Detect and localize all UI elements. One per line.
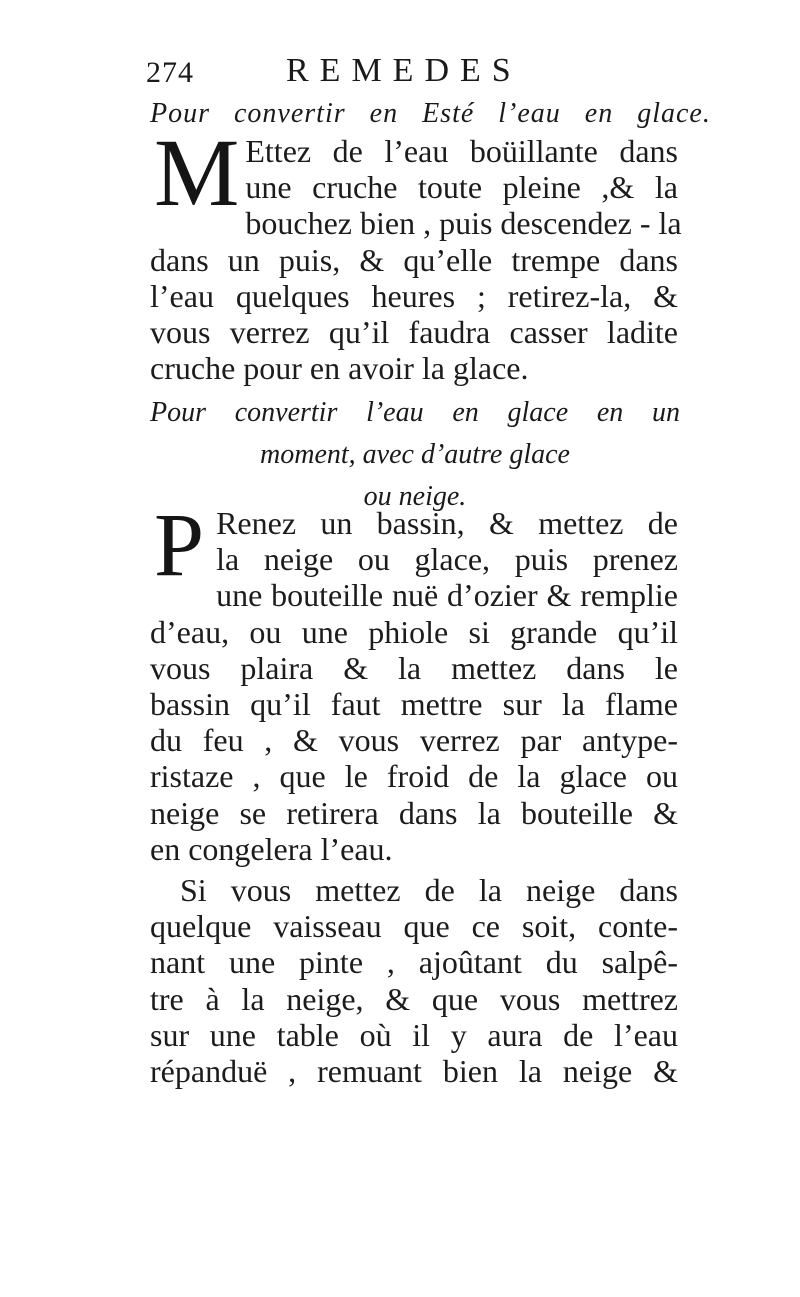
title-line: ou neige. bbox=[363, 481, 467, 512]
text-line: l’eau quelques heures ; retirez-la, & bbox=[150, 277, 678, 314]
drop-cap-m: M bbox=[154, 119, 240, 226]
text-line: vous plaira & la mettez dans le bbox=[150, 649, 678, 686]
text-line: du feu , & vous verrez par antype- bbox=[150, 722, 678, 759]
text-line: Renez un bassin, & mettez de bbox=[216, 505, 678, 541]
paragraph-snow-and-saltpetre bbox=[150, 872, 678, 1089]
text-line: une bouteille nuë d’ozier & remplie bbox=[216, 577, 678, 614]
running-title: REMEDES bbox=[286, 52, 522, 89]
text-line: la neige ou glace, puis prenez bbox=[216, 541, 678, 578]
paragraph-ice-in-a-moment bbox=[150, 496, 678, 867]
text-line: une cruche toute pleine ,& la bbox=[245, 169, 678, 206]
text-line: vous verrez qu’il faudra casser ladite bbox=[150, 314, 678, 351]
text-line: dans un puis, & qu’elle trempe dans bbox=[150, 241, 678, 278]
text-line: en congelera l’eau. bbox=[150, 830, 393, 867]
text-line: répanduë , remuant bien la neige & bbox=[150, 1053, 678, 1090]
drop-cap-p: P bbox=[154, 496, 205, 595]
page-number: 274 bbox=[146, 56, 194, 89]
section-title-ice-in-a-moment bbox=[150, 392, 680, 518]
title-line: Pour convertir l’eau en glace en un bbox=[150, 397, 680, 428]
text-line: bouchez bien , puis descendez - la bbox=[245, 205, 682, 242]
text-line: Si vous mettez de la neige dans bbox=[180, 872, 678, 908]
section-title-ice-in-summer: Pour convertir en Esté l’eau en glace. bbox=[150, 98, 711, 129]
text-line: Ettez de l’eau boüillante dans bbox=[245, 133, 678, 169]
running-head bbox=[146, 52, 666, 98]
text-line: nant une pinte , ajoûtant du salpê- bbox=[150, 944, 678, 981]
text-line: cruche pour en avoir la glace. bbox=[150, 350, 529, 387]
text-line: ristaze , que le froid de la glace ou bbox=[150, 758, 678, 795]
text-line: bassin qu’il faut mettre sur la flame bbox=[150, 686, 678, 723]
text-line: tre à la neige, & que vous mettrez bbox=[150, 980, 678, 1017]
text-line: d’eau, ou une phiole si grande qu’il bbox=[150, 613, 678, 650]
text-line: quelque vaisseau que ce soit, conte- bbox=[150, 908, 678, 945]
text-line: neige se retirera dans la bouteille & bbox=[150, 794, 678, 831]
title-line: moment, avec d’autre glace bbox=[260, 439, 570, 470]
text-line: sur une table où il y aura de l’eau bbox=[150, 1016, 678, 1053]
paragraph-ice-in-summer bbox=[150, 119, 682, 387]
